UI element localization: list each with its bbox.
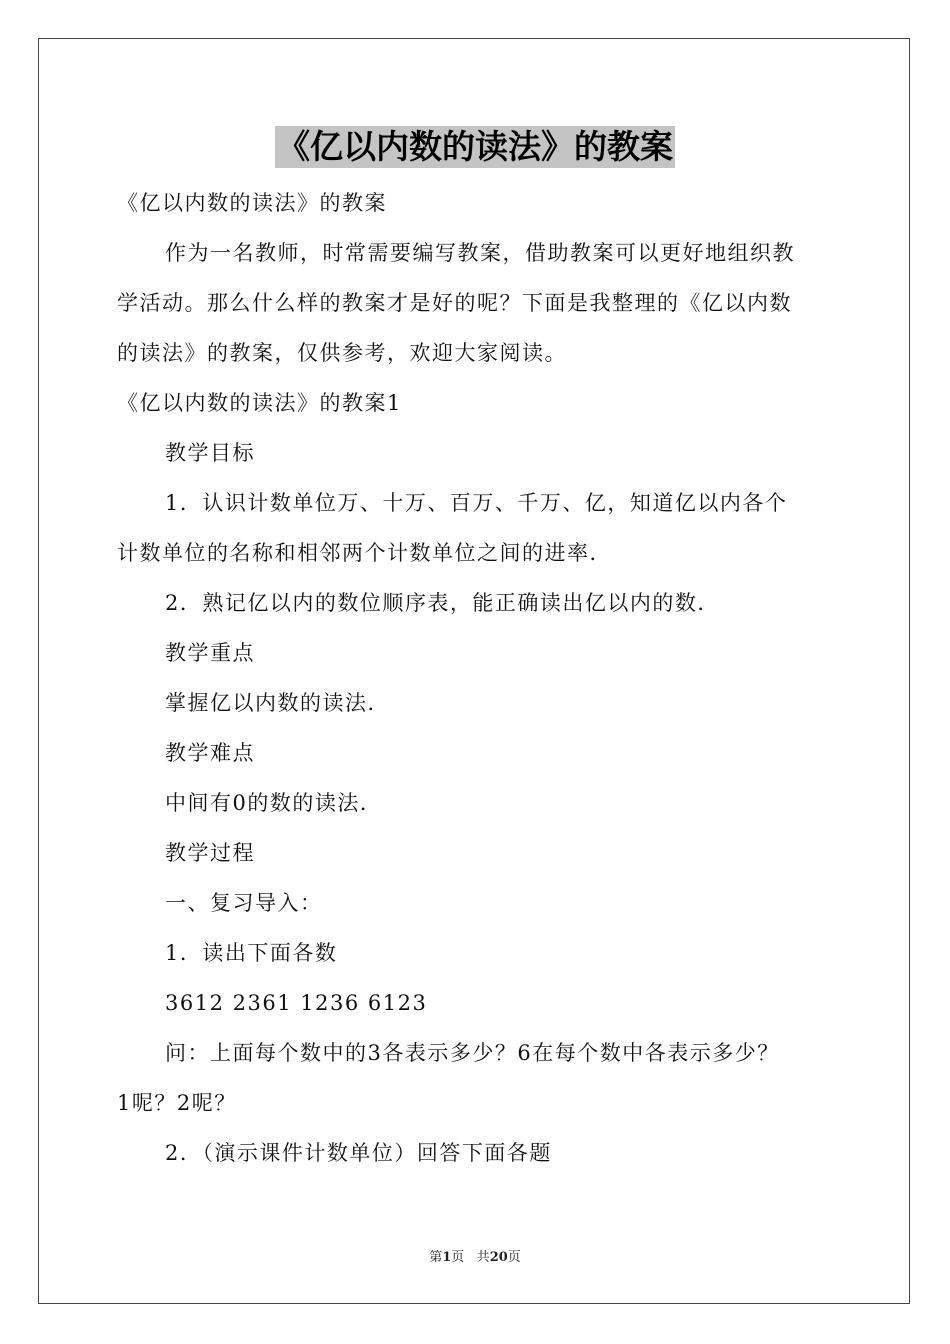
paragraph-line: 教学目标 (165, 441, 255, 465)
footer-page-number: 1 (442, 1250, 452, 1265)
paragraph-line: 教学过程 (165, 841, 255, 865)
paragraph-line: 中间有0的数的读法． (165, 791, 383, 815)
paragraph-line: 学活动。那么什么样的教案才是好的呢？下面是我整理的《亿以内数 (117, 291, 792, 315)
paragraph-line: 1呢？2呢？ (117, 1091, 237, 1115)
paragraph-line: 一、复习导入： (165, 891, 323, 915)
paragraph-line: 问：上面每个数中的3各表示多少？6在每个数中各表示多少？ (165, 1041, 780, 1065)
paragraph-line: 教学重点 (165, 641, 255, 665)
paragraph-line: 的读法》的教案，仅供参考，欢迎大家阅读。 (117, 341, 567, 365)
paragraph-line: 3612 2361 1236 6123 (165, 991, 428, 1015)
paragraph-line: 2．熟记亿以内的数位顺序表，能正确读出亿以内的数． (165, 591, 720, 615)
title-container (0, 126, 950, 168)
paragraph-line: 2．（演示课件计数单位）回答下面各题 (165, 1141, 552, 1165)
document-title: 《亿以内数的读法》的教案 (277, 127, 673, 166)
paragraph-line: 《亿以内数的读法》的教案1 (117, 391, 402, 415)
footer-total-prefix: 共 (476, 1250, 490, 1265)
footer-page-prefix: 第 (429, 1250, 443, 1265)
paragraph-line: 计数单位的名称和相邻两个计数单位之间的进率． (117, 541, 612, 565)
document-body (117, 178, 837, 1178)
page-footer (0, 1246, 950, 1265)
footer-page-suffix: 页 (451, 1250, 465, 1265)
paragraph-line: 掌握亿以内数的读法． (165, 691, 390, 715)
footer-total-pages: 20 (489, 1250, 508, 1265)
paragraph-line: 作为一名教师，时常需要编写教案，借助教案可以更好地组织教 (165, 241, 795, 265)
footer-total-suffix: 页 (507, 1250, 521, 1265)
paragraph-line: 《亿以内数的读法》的教案 (117, 191, 387, 215)
paragraph-line: 1．认识计数单位万、十万、百万、千万、亿，知道亿以内各个 (165, 491, 788, 515)
paragraph-line: 1．读出下面各数 (165, 941, 338, 965)
paragraph-line: 教学难点 (165, 741, 255, 765)
